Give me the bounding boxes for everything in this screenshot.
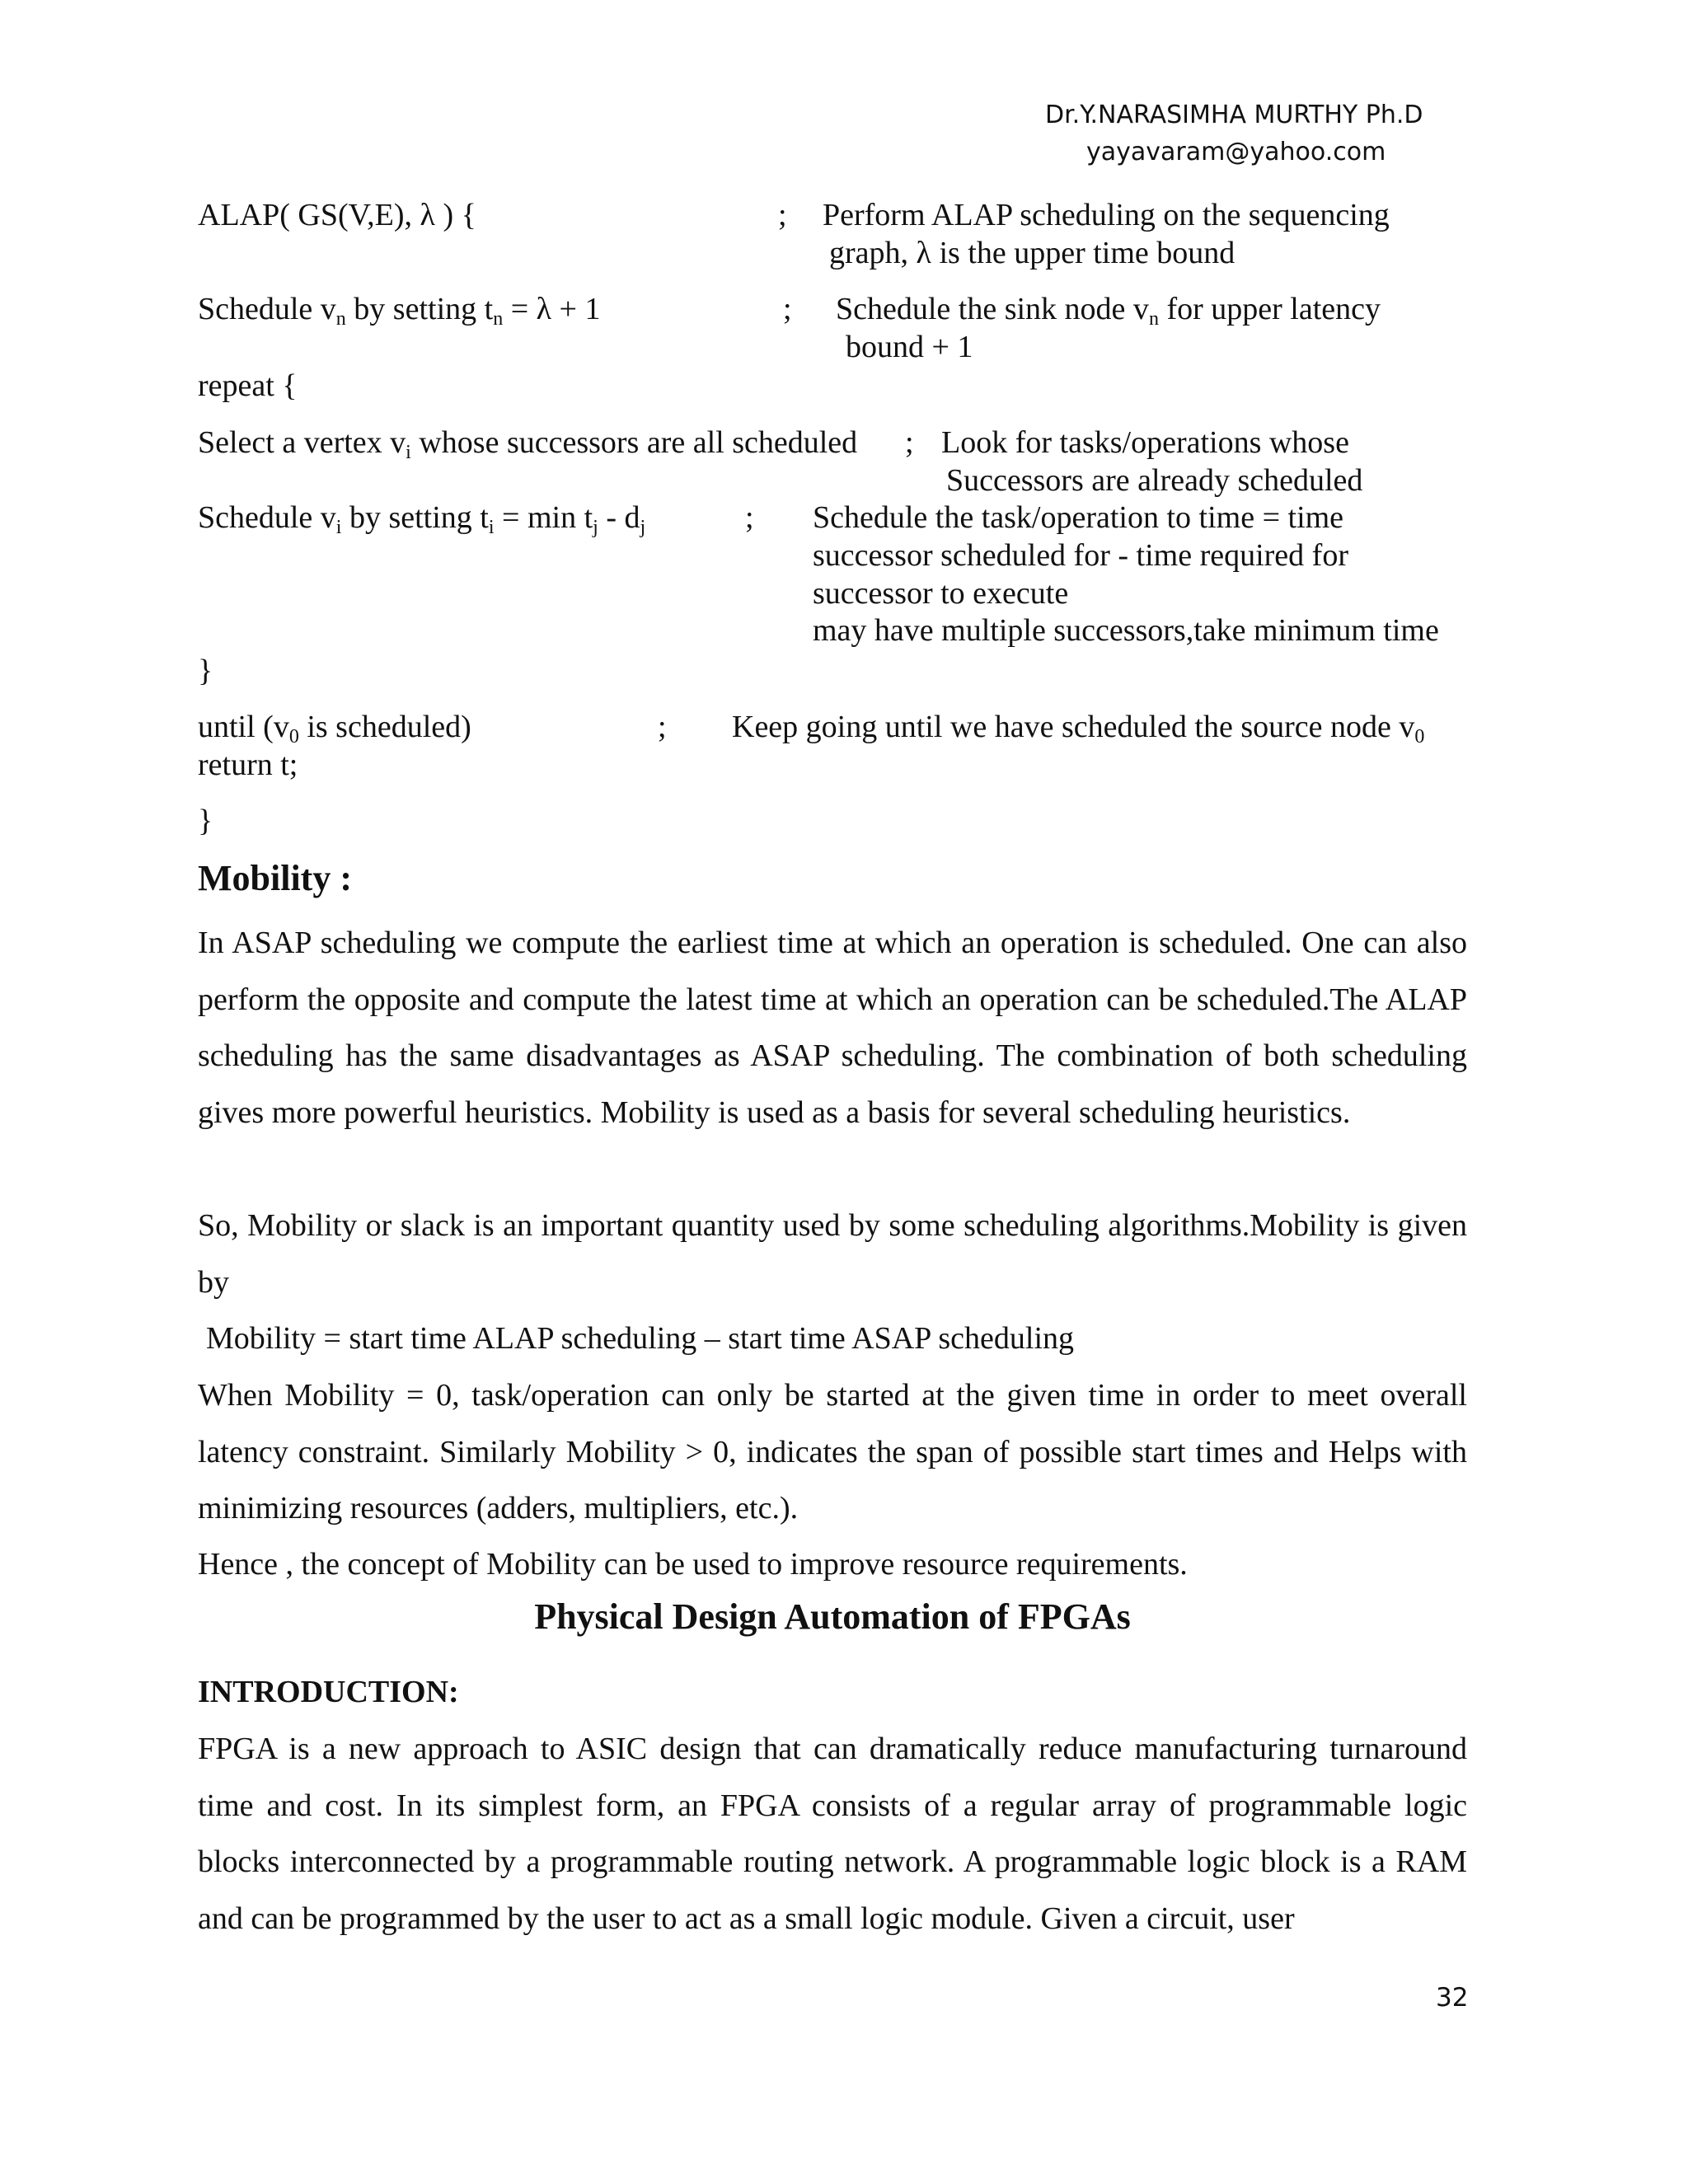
introduction-paragraph: FPGA is a new approach to ASIC design that can dramatically reduce manufacturing turnaround time and cost. In its simplest form, an FPGA consists of a regular array of programmable logic blocks interconnected by a programmable routing network. A programmable logic block is a RAM and can be programmed by the user to act as a small logic module. Given a circuit, user bbox=[198, 1732, 1467, 1936]
code-line-select-vertex: Select a vertex $v_i$ whose successors are all scheduled bbox=[198, 425, 858, 463]
code-line-schedule-vertex: Schedule $v_i$ by setting $t_i = \min t_j - d_j$ bbox=[198, 500, 646, 538]
code-line-return: return t; bbox=[198, 748, 298, 782]
code-semicolon: ; bbox=[658, 710, 667, 744]
code-comment: successor scheduled for - time required for bbox=[813, 538, 1348, 573]
mobility-heading: Mobility : bbox=[198, 858, 352, 898]
code-line-alap-signature: ALAP( GS(V,E), λ ) { bbox=[198, 198, 476, 232]
code-comment: Look for tasks/operations whose bbox=[941, 425, 1349, 460]
code-semicolon: ; bbox=[745, 500, 754, 535]
code-comment: bound + 1 bbox=[846, 330, 973, 364]
code-comment: Schedule the sink node $v_n$ for upper latency bbox=[836, 292, 1381, 330]
section-title: Physical Design Automation of FPGAs bbox=[534, 1596, 1131, 1637]
code-line-close-brace: } bbox=[198, 804, 213, 838]
page-number: 32 bbox=[1436, 1983, 1469, 2013]
mobility-formula: Mobility = start time ALAP scheduling – start time ASAP scheduling bbox=[206, 1321, 1075, 1356]
mobility-paragraph-1: In ASAP scheduling we compute the earliest time at which an operation is scheduled. One can also perform the opposite and compute the latest time at which an operation can be scheduled.The ALAP scheduling has the same disadvantages as ASAP scheduling. The combination of both scheduling gives more powerful heuristics. Mobility is used as a basis for several scheduling heuristics. bbox=[198, 926, 1467, 1130]
code-semicolon: ; bbox=[778, 198, 787, 232]
code-line-until: until ($v_0$ is scheduled) bbox=[198, 710, 471, 748]
code-line-schedule-sink: Schedule $v_n$ by setting $t_n = \lambda + 1$ bbox=[198, 292, 601, 330]
mobility-paragraph-4: Hence , the concept of Mobility can be used to improve resource requirements. bbox=[198, 1547, 1188, 1582]
code-comment: may have multiple successors,take minimum time bbox=[813, 613, 1439, 648]
header-author: Dr.Y.NARASIMHA MURTHY Ph.D bbox=[1045, 101, 1423, 129]
code-semicolon: ; bbox=[905, 425, 914, 460]
code-comment: Keep going until we have scheduled the source node $v_0$ bbox=[732, 710, 1425, 748]
code-comment: Perform ALAP scheduling on the sequencing bbox=[823, 198, 1390, 232]
code-comment: Successors are already scheduled bbox=[946, 463, 1363, 498]
mobility-paragraph-3: When Mobility = 0, task/operation can only be started at the given time in order to meet overall latency constraint. Similarly Mobility > 0, indicates the span of possible start times and Helps with minimizing resources (adders, multipliers, etc.). bbox=[198, 1378, 1467, 1526]
code-line-repeat: repeat { bbox=[198, 368, 298, 403]
header-email: yayavaram@yahoo.com bbox=[1086, 138, 1386, 166]
code-comment: successor to execute bbox=[813, 576, 1069, 611]
code-semicolon: ; bbox=[783, 292, 792, 326]
mobility-paragraph-2: So, Mobility or slack is an important quantity used by some scheduling algorithms.Mobility is given by bbox=[198, 1208, 1467, 1300]
code-comment: graph, λ is the upper time bound bbox=[829, 236, 1236, 270]
code-line-close-brace: } bbox=[198, 654, 213, 688]
code-comment: Schedule the task/operation to time = time bbox=[813, 500, 1344, 535]
introduction-heading: INTRODUCTION: bbox=[198, 1675, 459, 1709]
